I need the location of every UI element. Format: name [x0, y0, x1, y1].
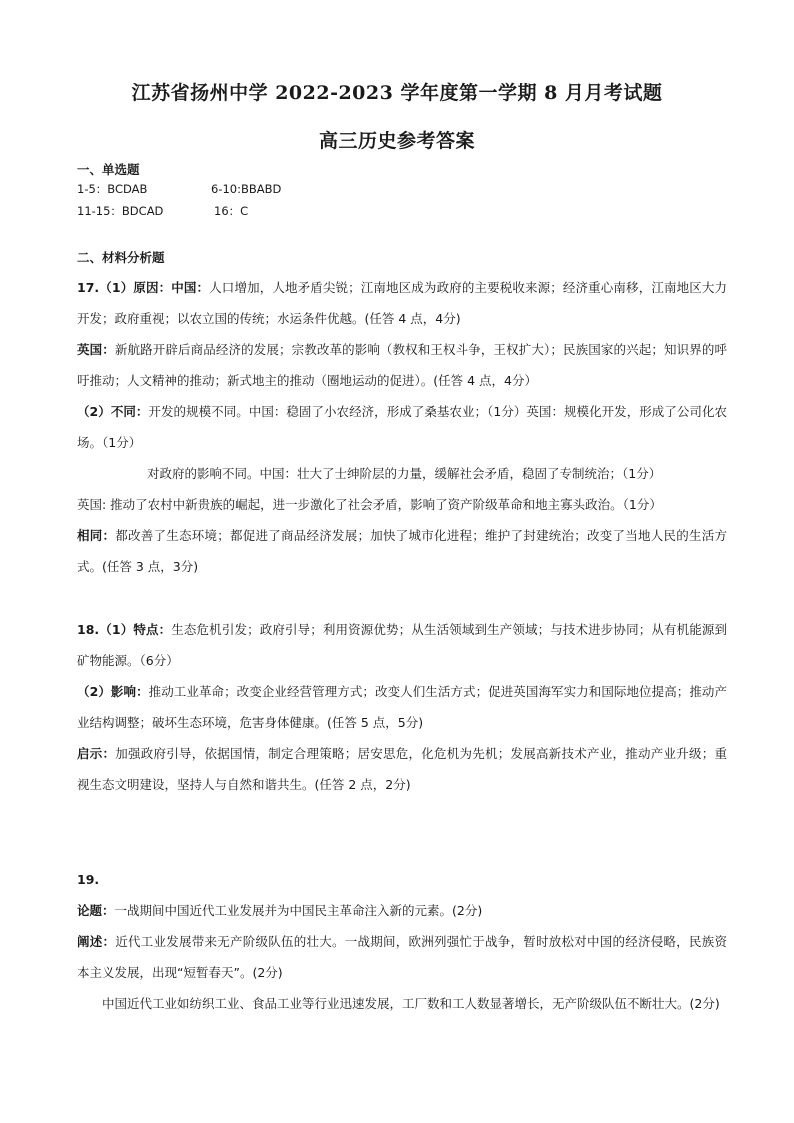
- q17-similarity: [77, 520, 727, 582]
- q18-inspiration: [77, 738, 727, 800]
- answer-row-1: [77, 181, 727, 197]
- answer-6-10: 6-10:BBABD: [211, 182, 282, 196]
- question-18: [77, 614, 727, 800]
- q18-features-text: 生态危机引发；政府引导；利用资源优势；从生活领域到生产领域；与技术进步协同；从有机能源到矿物能源。（6分）: [77, 622, 727, 668]
- question-19: [77, 864, 727, 1019]
- q17-label-britain: 英国：: [77, 342, 115, 357]
- q19-number-label: 19.: [77, 872, 100, 887]
- q17-reason-britain: [77, 334, 727, 396]
- q18-impact: [77, 676, 727, 738]
- section-heading-material-analysis: 二、材料分析题: [77, 250, 165, 265]
- q19-thesis-text: 一战期间中国近代工业发展并为中国民主革命注入新的元素。(2分): [114, 903, 483, 918]
- q17-similarity-text: 都改善了生态环境；都促进了商品经济发展；加快了城市化进程；维护了封建统治；改变了当地人民的生活方式。(任答 3 点，3分): [77, 528, 727, 574]
- q17-difference-scale-text: 开发的规模不同。中国：稳固了小农经济，形成了桑基农业；（1分）英国：规模化开发，形成了公司化农场。（1分）: [77, 404, 727, 450]
- q18-label-inspiration: 启示：: [77, 746, 116, 761]
- answer-row-2: [77, 203, 727, 219]
- q18-features: [77, 614, 727, 676]
- section-heading-single-choice: 一、单选题: [77, 162, 140, 177]
- q19-elaboration-2: 中国近代工业如纺织工业、食品工业等行业迅速发展，工厂数和工人数显著增长，无产阶级队伍不断壮大。(2分): [102, 996, 720, 1011]
- q19-elaboration: [77, 926, 727, 988]
- q17-reason-china: [77, 272, 727, 334]
- q17-difference-britain: 英国: 推动了农村中新贵族的崛起，进一步激化了社会矛盾，影响了资产阶级革命和地主寡头政治。（1分）: [77, 497, 662, 512]
- q19-number: [77, 864, 727, 895]
- q18-label-features: 18.（1）特点：: [77, 622, 172, 637]
- q17-label-difference: （2）不同：: [77, 404, 149, 419]
- answer-16: 16：C: [214, 204, 249, 218]
- q19-thesis: [77, 895, 727, 926]
- q18-impact-text: 推动工业革命；改变企业经营管理方式；改变人们生活方式；促进英国海军实力和国际地位提高；推动产业结构调整；破坏生态环境，危害身体健康。(任答 5 点，5分): [77, 684, 727, 730]
- q17-reason-britain-text: 新航路开辟后商品经济的发展；宗教改革的影响（教权和王权斗争，王权扩大）；民族国家的兴起；知识界的呼吁推动；人文精神的推动；新式地主的推动（圈地运动的促进）。(任答 4 点，4分）: [77, 342, 727, 388]
- q19-label-thesis: 论题：: [77, 903, 115, 918]
- q17-label-similarity: 相同：: [77, 528, 116, 543]
- q17-reason-china-text: 人口增加，人地矛盾尖锐；江南地区成为政府的主要税收来源；经济重心南移，江南地区大力开发；政府重视；以农立国的传统；水运条件优越。(任答 4 点，4分): [77, 280, 727, 326]
- answer-1-5: 1-5：BCDAB: [77, 182, 148, 196]
- q19-elaboration-text: 近代工业发展带来无产阶级队伍的壮大。一战期间，欧洲列强忙于战争，暂时放松对中国的经济侵略，民族资本主义发展，出现“短暂春天”。(2分): [77, 934, 727, 980]
- answer-11-15: 11-15：BDCAD: [77, 204, 164, 218]
- document-subtitle: 高三历史参考答案: [318, 130, 475, 152]
- q17-difference-government: 对政府的影响不同。中国：壮大了士绅阶层的力量，缓解社会矛盾，稳固了专制统治；（1分）: [147, 466, 662, 481]
- q18-label-impact: （2）影响：: [77, 684, 149, 699]
- q17-difference-scale: [77, 396, 727, 458]
- document-title: 江苏省扬州中学 2022-2023 学年度第一学期 8 月月考试题: [131, 82, 663, 104]
- q18-inspiration-text: 加强政府引导，依据国情，制定合理策略；居安思危，化危机为先机；发展高新技术产业，推动产业升级；重视生态文明建设，坚持人与自然和谐共生。(任答 2 点，2分): [77, 746, 727, 792]
- q17-label-reason: 17.（1）原因：中国：: [77, 280, 210, 295]
- question-17: [77, 272, 727, 582]
- q19-label-elaboration: 阐述：: [77, 934, 116, 949]
